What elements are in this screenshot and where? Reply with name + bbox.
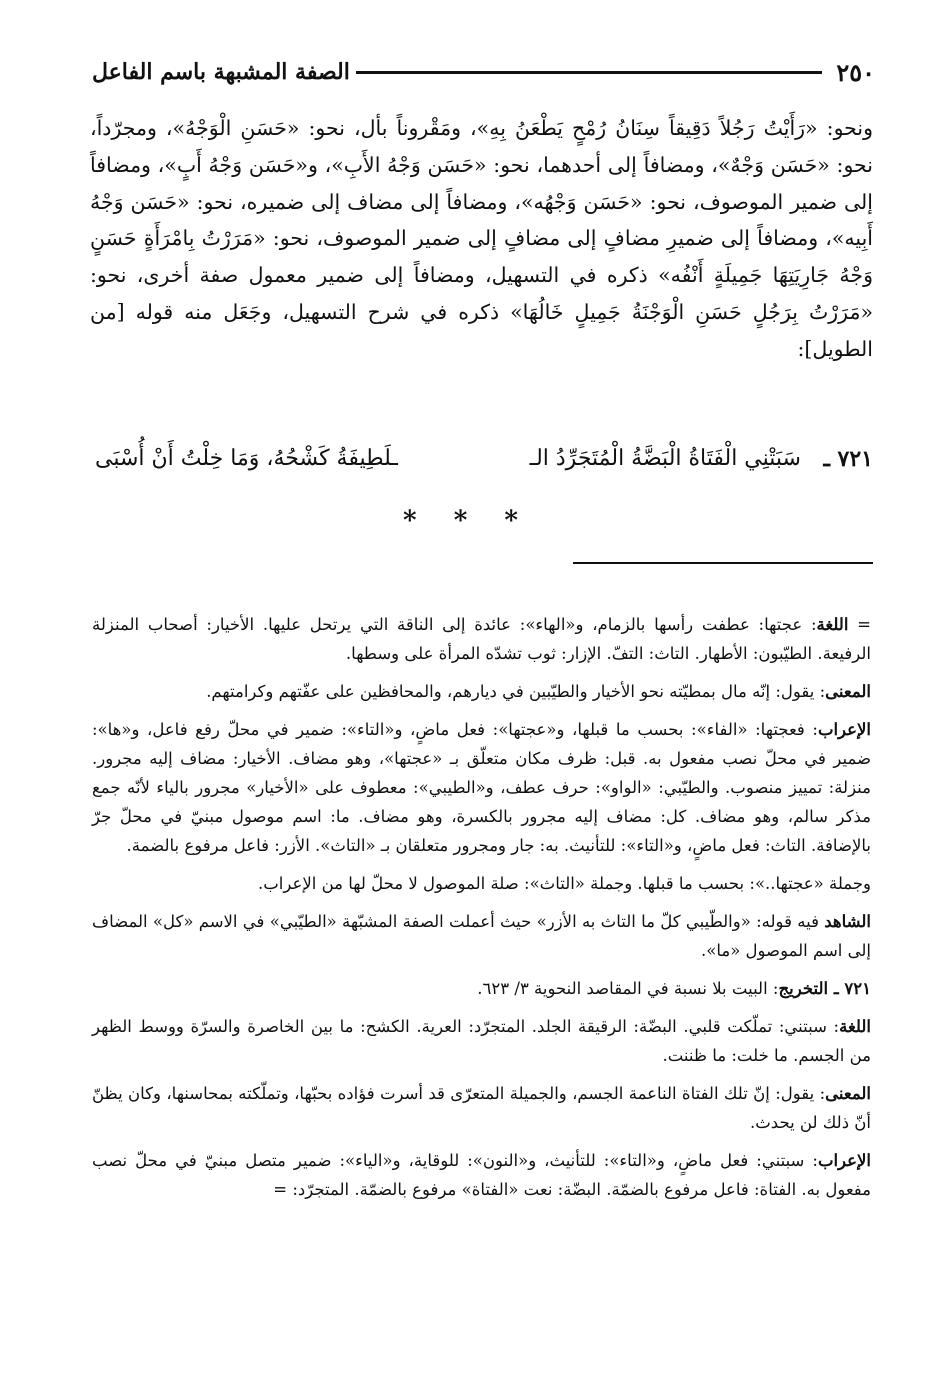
poetry-verse	[95, 446, 873, 486]
footnote	[92, 907, 871, 965]
footnote-label: الإعراب	[817, 720, 871, 739]
footnote-text: : عجتها: عطفت رأسها بالزمام، و«الهاء»: عائدة إلى الناقة التي يرتحل عليها. الأخيار: أصحاب المنزلة الرفيعة. الطيّبون: الأطهار. التاث: التفّ. الإزار: ثوب تشدّه المرأة على وسطها.	[92, 615, 871, 663]
running-title: الصفة المشبهة باسم الفاعل	[92, 59, 350, 85]
footnote-divider	[573, 562, 873, 564]
footnote	[92, 715, 871, 860]
footnote-label: المعنى	[825, 682, 871, 701]
footnote-text: : يقول: إنّ تلك الفتاة الناعمة الجسم، والجميلة المتعرّى قد أسرت فؤاده بحبّها، وتملّكته بمحاسنها، وكان يظنّ أنّ ذلك لن يحدث.	[92, 1084, 871, 1132]
footnote-text: : يقول: إنّه مال بمطيّته نحو الأخيار والطيّبين في ديارهم، والمحافظين على عفّتهم وكرامتهم.	[206, 682, 826, 701]
footnote-text: : سبتني: تملّكت قلبي. البضّة: الرقيقة الجلد. المتجرّد: العرية. الكشح: ما بين الخاصرة والسرّة ووسط الظهر من الجسم. ما خلت: ما ظننت.	[92, 1017, 871, 1065]
footnote-text: : فعجتها: «الفاء»: بحسب ما قبلها، و«عجتها»: فعل ماضٍ، و«التاء»: ضمير في محلّ رفع فاعل، و«ها»: ضمير في محلّ نصب مفعول به. قبل: ظرف مكان متعلّق بـ «عجتها»، وهو مضاف. الأخيار: مضاف إليه مجرور. منزلة: تمييز منصوب. والطيّبي: «الواو»: حرف عطف، و«الطيبي»: معطوف على «الأخيار» مجرور بالياء لأنّه جمع مذكر سالم، وهو مضاف. كل: مضاف إليه مجرور بالكسرة، وهو مضاف. ما: اسم موصول مبنيّ في محلّ جرّ بالإضافة. التاث: فعل ماضٍ، و«التاء»: للتأنيث. به: جار ومجرور متعلقان بـ «التاث». الأزر: فاعل مرفوع بالضمة.	[92, 720, 871, 855]
footnote	[92, 1079, 871, 1137]
footnote-label: ٧٢١ ـ التخريج	[778, 979, 871, 998]
footnote	[92, 1146, 871, 1204]
main-paragraph: ونحو: «رَأَيْتُ رَجُلاً دَقِيقاً سِنَانُ رُمْحٍ يَطْعَنُ بِهِ»، ومَقْروناً بأل، نحو: «حَسَنِ الْوَجْهُ»، ومجرّداً، نحو: «حَسَن وَجْهٌ»، ومضافاً إلى أحدهما، نحو: «حَسَن وَجْهُ الأَبِ»، و«حَسَن وَجْهُ أَبٍ»، ومضافاً إلى ضمير الموصوف، نحو: «حَسَن وَجْهُه»، ومضافاً إلى مضاف إلى ضميره، نحو: «حَسَن وَجْهُ أَبِيه»، ومضافاً إلى ضميرِ مضافٍ إلى مضافٍ إلى ضمير الموصوف، نحو: «مَرَرْتُ بِامْرَأَةٍ حَسَنٍ وَجْهُ جَارِيَتِهَا جَمِيلَةٍ أَنْفُه» ذكره في التسهيل، ومضافاً إلى ضمير معمول صفة أخرى، نحو: «مَرَرْتُ بِرَجُلٍ حَسَنِ الْوَجْنَةُ جَمِيلٍ خَالُهَا» ذكره في شرح التسهيل، وجَعَل منه قوله [من الطويل]:	[90, 116, 873, 361]
verse-number: ٧٢١ ـ	[823, 446, 873, 472]
footnote: = اللغة: عجتها: عطفت رأسها بالزمام، و«الهاء»: عائدة إلى الناقة التي يرتحل عليها. الأخيار: أصحاب المنزلة الرفيعة. الطيّبون: الأطهار. التاث: التفّ. الإزار: ثوب تشدّه المرأة على وسطها.	[92, 615, 871, 663]
main-text	[90, 110, 873, 368]
footnote-text: فيه قوله: «والطّيبي كلّ ما التاث به الأزر» حيث أعملت الصفة المشبّهة «الطيّبي» في الاسم «كل» المضاف إلى اسم الموصول «ما».	[92, 912, 871, 960]
footnote-label: الشاهد	[824, 912, 871, 931]
footnote-label: اللغة	[839, 1017, 871, 1036]
footnote-label: المعنى	[825, 1084, 871, 1103]
footnote-label: اللغة	[816, 615, 849, 634]
page-header	[92, 52, 875, 92]
footnote-text: وجملة «عجتها..»: بحسب ما قبلها. وجملة «التاث»: صلة الموصول لا محلّ لها من الإعراب.	[258, 874, 871, 893]
footnote-text: : سبتني: فعل ماضٍ، و«التاء»: للتأنيث، و«النون»: للوقاية، و«الياء»: ضمير متصل مبنيّ في محلّ نصب مفعول به. الفتاة: فاعل مرفوع بالضمّة. البضّة: نعت «الفتاة» مرفوع بالضمّة. المتجرّد: =	[92, 1151, 871, 1199]
footnote-label: الإعراب	[817, 1151, 871, 1170]
header-rule	[356, 71, 822, 74]
verse-second-hemistich: ـلَطِيفَةُ كَشْحُهُ، وَمَا خِلْتُ أَنْ أُسْبَى	[95, 446, 398, 471]
page-number: ٢٥٠	[836, 57, 875, 87]
section-separator: * * *	[403, 506, 532, 536]
footnote	[92, 677, 871, 706]
footnote	[92, 974, 871, 1003]
footnote	[92, 1012, 871, 1070]
footnote-text: : البيت بلا نسبة في المقاصد النحوية ٣/ ٦٢٣.	[477, 979, 779, 998]
verse-first-hemistich: سَبَتْنِي الْفَتَاةُ الْبَضَّةُ الْمُتَجَرِّدُ الـ	[529, 446, 801, 471]
footnote	[92, 869, 871, 898]
footnotes	[92, 610, 871, 1213]
